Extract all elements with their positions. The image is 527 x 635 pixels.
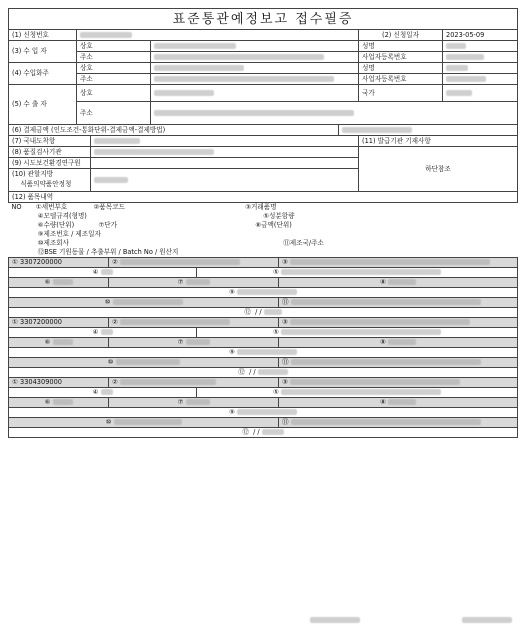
legend-row-2 [9, 212, 518, 221]
item-3-code: ② [109, 378, 279, 388]
item-2-code: ② [109, 318, 279, 328]
importer-person-value [443, 41, 518, 52]
item-2-maker: ⑩ [9, 358, 279, 368]
exporter-country-value [443, 85, 518, 102]
item-1-row-a [9, 258, 518, 268]
exporter-label: (5) 수 출 자 [9, 85, 77, 125]
item-3-model: ④ [9, 388, 197, 398]
owner-label: (4) 수입화주 [9, 63, 77, 85]
legend-f6: ⑥수량(단위) [37, 221, 75, 230]
exporter-name-value [151, 85, 359, 102]
item-2-row-c [9, 338, 518, 348]
inspection-org-value [91, 147, 359, 158]
health-inst-label: (9) 시도보건환경연구원 [9, 158, 91, 169]
importer-label: (3) 수 입 자 [9, 41, 77, 63]
legend-f1: ①세번부호 [35, 203, 68, 212]
jurisdiction-value [91, 169, 359, 192]
legend-f5: ⑤성분함량 [263, 212, 295, 221]
legend-f9: ⑨제조번호 / 제조일자 [37, 230, 101, 239]
importer-addr-value [151, 52, 359, 63]
item-2-qty: ⑥ [9, 338, 109, 348]
item-2-row-b [9, 328, 518, 338]
legend-f2: ②품목코드 [93, 203, 125, 212]
legend-f7: ⑦단가 [98, 221, 118, 230]
item-3-row-e [9, 418, 518, 428]
inspection-org-label: (8) 품질검사기관 [9, 147, 91, 158]
importer-addr-label: 주소 [77, 52, 151, 63]
item-2-amount: ⑧ [279, 338, 518, 348]
item-2-row-d [9, 348, 518, 358]
owner-person-label: 성명 [359, 63, 443, 74]
item-2-name: ③ [279, 318, 518, 328]
item-3-row-c [9, 398, 518, 408]
item-1-qty: ⑥ [9, 278, 109, 288]
item-2-ingredients: ⑤ [197, 328, 518, 338]
settlement-value [339, 125, 518, 136]
item-1-country: ⑪ [279, 298, 518, 308]
jurisdiction-label-line2: 식품의약품안정청 [20, 180, 72, 188]
item-1-row-c [9, 278, 518, 288]
item-3-maker: ⑩ [9, 418, 279, 428]
item-1-model: ④ [9, 268, 197, 278]
item-3-ingredients: ⑤ [197, 388, 518, 398]
exporter-name-label: 상호 [77, 85, 151, 102]
request-number-label: (1) 신청번호 [9, 30, 77, 41]
document-title: 표준통관예정보고 접수필증 [9, 9, 518, 30]
settlement-label: (6) 결제금액 (인도조건-통화단위-결제금액-결제방법) [9, 125, 339, 136]
item-3-row-b [9, 388, 518, 398]
legend-f11: ⑪제조국/주소 [283, 239, 324, 248]
owner-name-label: 상호 [77, 63, 151, 74]
jurisdiction-label [9, 169, 91, 192]
jurisdiction-label-line1: (10) 관할지방 [12, 170, 54, 179]
item-2-mfg-no: ⑨ [9, 348, 518, 358]
item-2-country: ⑪ [279, 358, 518, 368]
legend-row-1 [9, 203, 518, 212]
item-3-hs: ① 3304309000 [9, 378, 109, 388]
arrival-port-value [91, 136, 359, 147]
importer-person-label: 성명 [359, 41, 443, 52]
importer-name-label: 상호 [77, 41, 151, 52]
item-3-qty: ⑥ [9, 398, 109, 408]
legend-row-5 [9, 239, 518, 248]
item-2-bse: ⑫ / / [9, 368, 518, 378]
legend-row-6 [9, 248, 518, 258]
legend-no: NO [11, 203, 22, 212]
owner-addr-label: 주소 [77, 74, 151, 85]
item-1-row-b [9, 268, 518, 278]
health-inst-value [91, 158, 359, 169]
owner-biz-label: 사업자등록번호 [359, 74, 443, 85]
item-2-price: ⑦ [109, 338, 279, 348]
item-1-price: ⑦ [109, 278, 279, 288]
arrival-port-label: (7) 국내도착항 [9, 136, 91, 147]
item-1-ingredients: ⑤ [197, 268, 518, 278]
item-3-row-d [9, 408, 518, 418]
items-table [8, 203, 518, 438]
legend-row-4 [9, 230, 518, 239]
item-3-country: ⑪ [279, 418, 518, 428]
owner-addr-value [151, 74, 359, 85]
item-2-row-f [9, 368, 518, 378]
exporter-addr-label: 주소 [77, 102, 151, 125]
legend-f10: ⑩제조회사 [37, 239, 69, 248]
legend-f8: ⑧금액(단위) [255, 221, 292, 230]
document-page [8, 8, 517, 438]
item-2-row-a [9, 318, 518, 328]
item-1-mfg-no: ⑨ [9, 288, 518, 298]
owner-person-value [443, 63, 518, 74]
item-3-mfg-no: ⑨ [9, 408, 518, 418]
item-2-hs: ① 3307200000 [9, 318, 109, 328]
importer-biz-label: 사업자등록번호 [359, 52, 443, 63]
item-3-row-f [9, 428, 518, 438]
item-3-amount: ⑧ [279, 398, 518, 408]
item-1-row-e [9, 298, 518, 308]
page-footer [310, 615, 520, 625]
item-3-bse: ⑫ / / [9, 428, 518, 438]
item-1-amount: ⑧ [279, 278, 518, 288]
footer-left-redacted [310, 617, 360, 623]
request-date-value: 2023-05-09 [443, 30, 518, 41]
item-1-maker: ⑩ [9, 298, 279, 308]
item-3-name: ③ [279, 378, 518, 388]
item-1-row-f [9, 308, 518, 318]
footer-right-redacted [462, 617, 512, 623]
item-3-row-a [9, 378, 518, 388]
importer-name-value [151, 41, 359, 52]
legend-f3: ③거래품명 [245, 203, 277, 212]
item-1-hs: ① 3307200000 [9, 258, 109, 268]
lower-reference: 하단참조 [359, 147, 518, 192]
item-1-bse: ⑫ / / [9, 308, 518, 318]
item-2-row-e [9, 358, 518, 368]
legend-f12: ⑫BSE 기원동물 / 추출부위 / Batch No / 원산지 [37, 248, 179, 257]
items-section-label: (12) 품목내역 [9, 192, 518, 203]
item-2-model: ④ [9, 328, 197, 338]
item-3-price: ⑦ [109, 398, 279, 408]
legend-row-3 [9, 221, 518, 230]
item-1-name: ③ [279, 258, 518, 268]
request-date-label: (2) 신청일자 [359, 30, 443, 41]
owner-name-value [151, 63, 359, 74]
importer-biz-value [443, 52, 518, 63]
legend-f4: ④모델규격(형명) [37, 212, 87, 221]
item-1-code: ② [109, 258, 279, 268]
item-1-row-d [9, 288, 518, 298]
exporter-country-label: 국가 [359, 85, 443, 102]
owner-biz-value [443, 74, 518, 85]
issuer-label: (11) 발급기관 기재사항 [359, 136, 518, 147]
form-table [8, 8, 518, 203]
exporter-addr-value [151, 102, 518, 125]
request-number-value [77, 30, 359, 41]
